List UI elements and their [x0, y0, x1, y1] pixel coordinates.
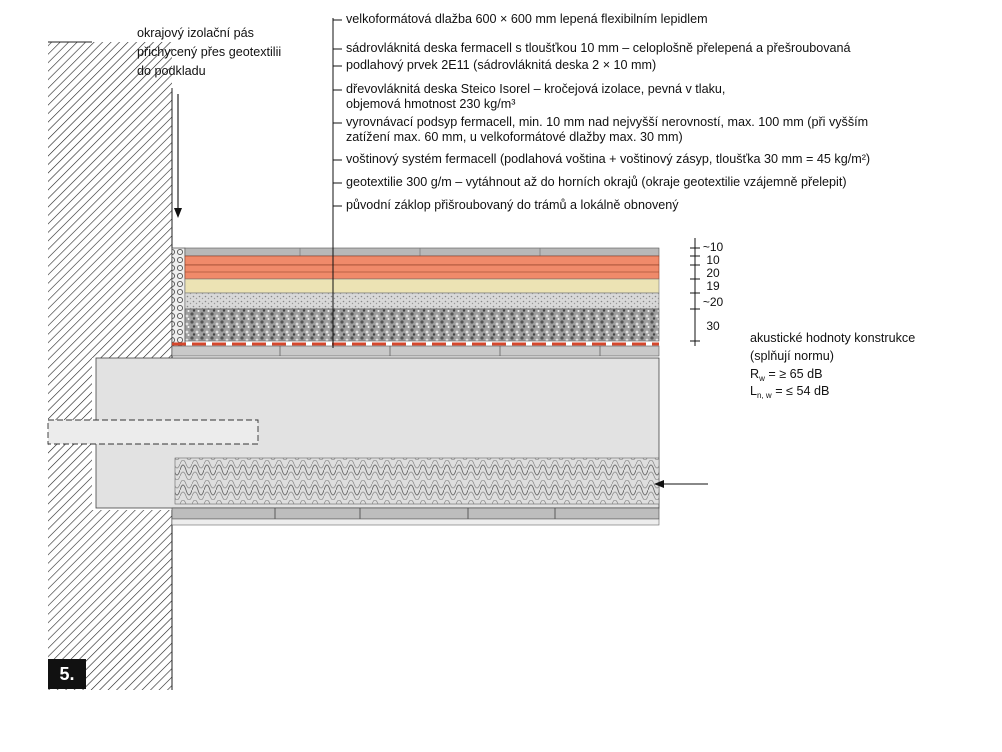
- dimension-label: 20: [706, 266, 720, 280]
- rw-value: = ≥ 65 dB: [768, 367, 823, 381]
- lnw-symbol: L: [750, 384, 758, 398]
- subfloor-boards: [172, 346, 659, 356]
- layer-label-geotextile: geotextilie 300 g/m – vytáhnout až do horních okrajů (okraje geotextilie vzájemně přelepit): [346, 175, 847, 189]
- layer-label-woodfiber-board: dřevovláknitá deska Steico Isorel – kročejová izolace, pevná v tlaku, objemová hmotnost 230 kg/m³: [346, 82, 726, 111]
- layer-label-subfloor: původní záklop přišroubovaný do trámů a lokálně obnovený: [346, 198, 679, 212]
- edge-strip-arrow: [174, 94, 182, 218]
- dimension-label: ~10: [702, 240, 724, 254]
- layer-label-honeycomb: voštinový systém fermacell (podlahová voština + voštinový zásyp, tloušťka 30 mm = 45 kg/m²): [346, 152, 871, 166]
- acoustic-subtitle: (splňují normu): [750, 349, 834, 363]
- layer-label-floor-element: podlahový prvek 2E11 (sádrovláknitá deska 2 × 10 mm): [346, 58, 657, 72]
- acoustic-title: akustické hodnoty konstrukce: [750, 331, 916, 345]
- timber-beam: [48, 358, 659, 508]
- leveling-fill-layer: [185, 293, 659, 309]
- rw-subscript: w: [759, 374, 765, 383]
- insulation-arrow: [654, 480, 708, 488]
- lnw-value: = ≤ 54 dB: [775, 384, 830, 398]
- gypsum-board-layer: [185, 256, 659, 265]
- layer-label-tile: velkoformátová dlažba 600 × 600 mm lepená flexibilním lepidlem: [346, 12, 708, 26]
- woodfiber-board-layer: [185, 279, 659, 293]
- layer-label-leveling-fill: vyrovnávací podsyp fermacell, min. 10 mm nad nejvyšší nerovností, max. 100 mm (při vyšším zatížení max. 60 mm, u velkoformátové dlažby max. 30 mm): [346, 115, 869, 144]
- rw-symbol: R: [750, 367, 760, 381]
- edge-strip-label: okrajový izolační pás přichycený přes geotextilii do podkladu: [137, 26, 282, 78]
- dimension-label: 19: [706, 279, 720, 293]
- dimension-label: 10: [706, 253, 720, 267]
- honeycomb-layer: [185, 309, 659, 341]
- floor-buildup: [172, 248, 659, 356]
- tile-layer: [185, 248, 659, 256]
- lnw-subscript: n, w: [757, 391, 772, 400]
- acoustic-rw: [750, 367, 823, 383]
- figure-number: 5.: [48, 659, 86, 689]
- dimension-label: 30: [706, 319, 720, 333]
- acoustic-lnw: [750, 384, 829, 400]
- dimension-label: ~20: [702, 295, 724, 309]
- edge-insulation-strip: [172, 248, 185, 350]
- layer-label-gypsum-board: sádrovláknitá deska fermacell s tloušťkou 10 mm – celoplošně přelepená a přešroubovaná: [346, 41, 851, 55]
- ceiling-boards: [172, 508, 659, 525]
